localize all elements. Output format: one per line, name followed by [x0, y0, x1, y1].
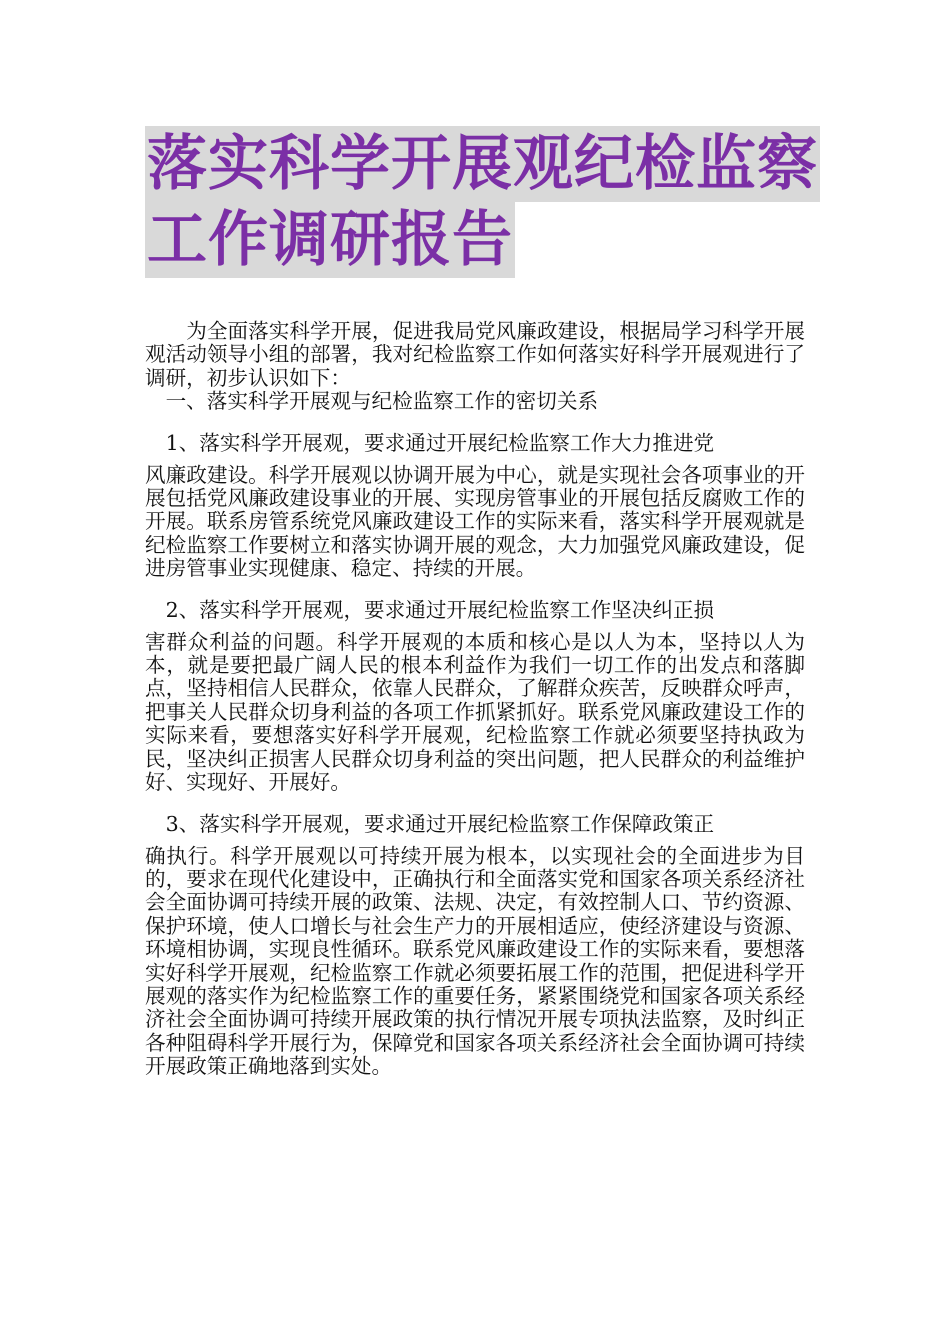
- section-heading: 一、落实科学开展观与纪检监察工作的密切关系: [165, 389, 599, 414]
- document-body: [145, 320, 805, 1079]
- document-title: [145, 126, 818, 278]
- item-1-body: 风廉政建设。科学开展观以协调开展为中心，就是实现社会各项事业的开展包括党风廉政建设事业的开展、实现房管事业的开展包括反腐败工作的开展。联系房管系统党风廉政建设工作的实际来看，落实科学开展观就是纪检监察工作要树立和落实协调开展的观念，大力加强党风廉政建设，促进房管事业实现健康、稳定、持续的开展。: [145, 462, 805, 581]
- item-2-lead: 2、落实科学开展观，要求通过开展纪检监察工作坚决纠正损: [165, 597, 715, 622]
- item-1-lead: 1、落实科学开展观，要求通过开展纪检监察工作大力推进党: [165, 430, 715, 455]
- title-line-2: 工作调研报告: [145, 202, 515, 278]
- item-2-body: 害群众利益的问题。科学开展观的本质和核心是以人为本，坚持以人为本，就是要把最广阔人民的根本利益作为我们一切工作的出发点和落脚点，坚持相信人民群众，依靠人民群众，了解群众疾苦，反映群众呼声，把事关人民群众切身利益的各项工作抓紧抓好。联系党风廉政建设工作的实际来看，要想落实好科学开展观，纪检监察工作就必须要坚持执政为民，坚决纠正损害人民群众切身利益的突出问题，把人民群众的利益维护好、实现好、开展好。: [145, 629, 805, 795]
- title-line-1: 落实科学开展观纪检监察: [145, 126, 820, 202]
- intro-paragraph: 为全面落实科学开展，促进我局党风廉政建设，根据局学习科学开展观活动领导小组的部署，我对纪检监察工作如何落实好科学开展观进行了调研，初步认识如下：: [145, 319, 805, 390]
- item-3-body: 确执行。科学开展观以可持续开展为根本，以实现社会的全面进步为目的，要求在现代化建设中，正确执行和全面落实党和国家各项关系经济社会全面协调可持续开展的政策、法规、决定，有效控制人口、节约资源、保护环境，使人口增长与社会生产力的开展相适应，使经济建设与资源、环境相协调，实现良性循环。联系党风廉政建设工作的实际来看，要想落实好科学开展观，纪检监察工作就必须要拓展工作的范围，把促进科学开展观的落实作为纪检监察工作的重要任务，紧紧围绕党和国家各项关系经济社会全面协调可持续开展政策的执行情况开展专项执法监察，及时纠正各种阻碍科学开展行为，保障党和国家各项关系经济社会全面协调可持续开展政策正确地落到实处。: [145, 843, 805, 1079]
- item-3-lead: 3、落实科学开展观，要求通过开展纪检监察工作保障政策正: [165, 811, 715, 836]
